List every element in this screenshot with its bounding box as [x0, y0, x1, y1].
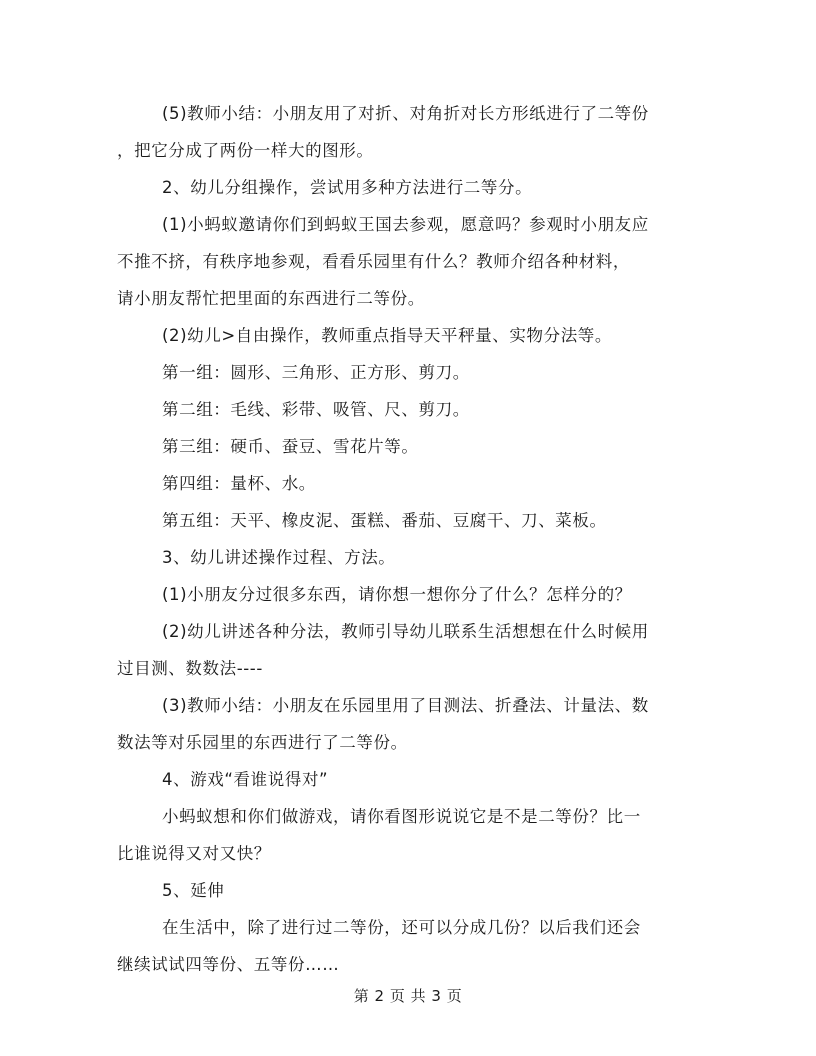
section-heading-3 [117, 539, 707, 576]
text-line: 第三组：硬币、蚕豆、雪花片等。 [162, 437, 419, 456]
group-3 [117, 428, 707, 465]
document-body [117, 95, 707, 983]
group-1 [117, 354, 707, 391]
group-2 [117, 391, 707, 428]
text-line: 小蚂蚁想和你们做游戏，请你看图形说说它是不是二等份？比一 [162, 807, 641, 826]
text-line: (3)教师小结：小朋友在乐园里用了目测法、折叠法、计量法、数 [162, 696, 649, 715]
paragraph-describe-methods [117, 613, 707, 687]
text-line: (2)幼儿讲述各种分法，教师引导幼儿联系生活想想在什么时候用 [162, 622, 649, 641]
text-line: (5)教师小结：小朋友用了对折、对角折对长方形纸进行了二等份 [162, 104, 649, 123]
paragraph-free-operation [117, 317, 707, 354]
text-line: 2、幼儿分组操作，尝试用多种方法进行二等分。 [162, 178, 533, 197]
text-line: 第五组：天平、橡皮泥、蛋糕、番茄、豆腐干、刀、菜板。 [162, 511, 607, 530]
text-line: 5、延伸 [162, 881, 225, 900]
paragraph-what-divided [117, 576, 707, 613]
text-line: 在生活中，除了进行过二等份，还可以分成几份？以后我们还会 [162, 918, 641, 937]
text-line: 不推不挤，有秩序地参观，看看乐园里有什么？教师介绍各种材料， [117, 252, 630, 271]
section-heading-4 [117, 761, 707, 798]
text-line: 3、幼儿讲述操作过程、方法。 [162, 548, 396, 567]
text-line: (1)小蚂蚁邀请你们到蚂蚁王国去参观，愿意吗？参观时小朋友应 [162, 215, 649, 234]
text-line: 比谁说得又对又快？ [117, 844, 271, 863]
paragraph-extension [117, 909, 707, 983]
section-heading-5 [117, 872, 707, 909]
text-line: 第四组：量杯、水。 [162, 474, 316, 493]
text-line: 第一组：圆形、三角形、正方形、剪刀。 [162, 363, 470, 382]
group-4 [117, 465, 707, 502]
text-line: ，把它分成了两份一样大的图形。 [117, 141, 374, 160]
page-footer: 第 2 页 共 3 页 [353, 987, 463, 1005]
text-line: (2)幼儿>自由操作，教师重点指导天平秤量、实物分法等。 [162, 326, 612, 345]
paragraph-game [117, 798, 707, 872]
section-heading-2 [117, 169, 707, 206]
paragraph-teacher-summary-5 [117, 95, 707, 169]
paragraph-ant-kingdom [117, 206, 707, 317]
text-line: 数法等对乐园里的东西进行了二等份。 [117, 733, 408, 752]
group-5 [117, 502, 707, 539]
text-line: 4、游戏“看谁说得对” [162, 770, 329, 789]
text-line: 过目测、数数法---- [117, 659, 263, 678]
text-line: (1)小朋友分过很多东西，请你想一想你分了什么？怎样分的？ [162, 585, 632, 604]
text-line: 请小朋友帮忙把里面的东西进行二等份。 [117, 289, 425, 308]
paragraph-teacher-summary-3 [117, 687, 707, 761]
text-line: 第二组：毛线、彩带、吸管、尺、剪刀。 [162, 400, 470, 419]
text-line: 继续试试四等份、五等份…… [117, 955, 340, 974]
